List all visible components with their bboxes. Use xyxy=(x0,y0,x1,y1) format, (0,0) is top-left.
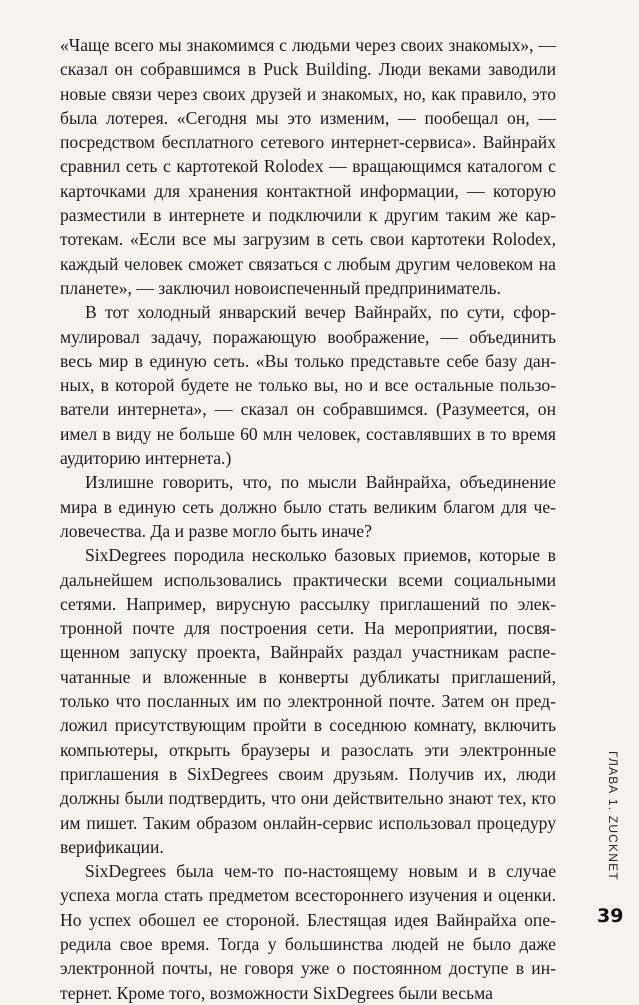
page-number: 39 xyxy=(597,905,624,927)
paragraph: «Чаще всего мы знакомимся с людьми через своих знакомых», — сказал он собравшимся в Puck Building. Люди веками заводили новые связи через своих друзей и знакомых, но, как правило, это была лотерея. «Сегодня мы это изменим, — пообещал он, — посредством бесплатного сетевого интернет-сервиса». Вайнрайх сравнил сеть с картотекой Rolodex — вращающимся каталогом с карточками для хранения контактной информации, — которую разместили в интернете и подключили к другим таким же картотекам. «Если все мы загрузим в сеть свои картотеки Rolodex, каждый человек сможет связаться с любым другим человеком на планете», — заключил новоиспеченный предприниматель. xyxy=(60,35,556,298)
paragraph: В тот холодный январский вечер Вайнрайх, по сути, сформулировал задачу, поражающую воображение, — объединить весь мир в единую сеть. «Вы только представьте себе базу данных, в которой будете не только вы, но и все остальные пользователи интернета», — сказал он собравшимся. (Разумеется, он имел в виду не больше 60 млн человек, составлявших в то время аудиторию интернета.) xyxy=(60,302,556,469)
body-text xyxy=(60,33,556,1005)
paragraph: Излишне говорить, что, по мысли Вайнрайха, объединение мира в единую сеть должно было стать великим благом для человечества. Да и разве могло быть иначе? xyxy=(60,472,556,541)
paragraph: SixDegrees была чем-то по-настоящему новым и в случае успеха могла стать предметом всестороннего изучения и оценки. Но успех обошел ее стороной. Блестящая идея Вайнрайха опередила свое время. Тогда у большинства людей не было даже электронной почты, не говоря уже о постоянном доступе в интернет. Кроме того, возможности SixDegrees были весьма xyxy=(60,861,556,1003)
paragraph: SixDegrees породила несколько базовых приемов, которые в дальнейшем использовались практически всеми социальными сетями. Например, вирусную рассылку приглашений по электронной почте для построения сети. На мероприятии, посвященном запуску проекта, Вайнрайх раздал участникам распечатанные и вложенные в конверты дубликаты приглашений, только что посланных им по электронной почте. Затем он предложил присутствующим пройти в соседнюю комнату, включить компьютеры, открыть браузеры и разослать эти электронные приглашения в SixDegrees своим друзьям. Получив их, люди должны были подтвердить, что они действительно знают тех, кто им пишет. Таким образом онлайн-сервис использовал процедуру верификации. xyxy=(60,545,556,857)
running-header-chapter: ГЛАВА 1. ZUCKNET xyxy=(606,751,620,881)
